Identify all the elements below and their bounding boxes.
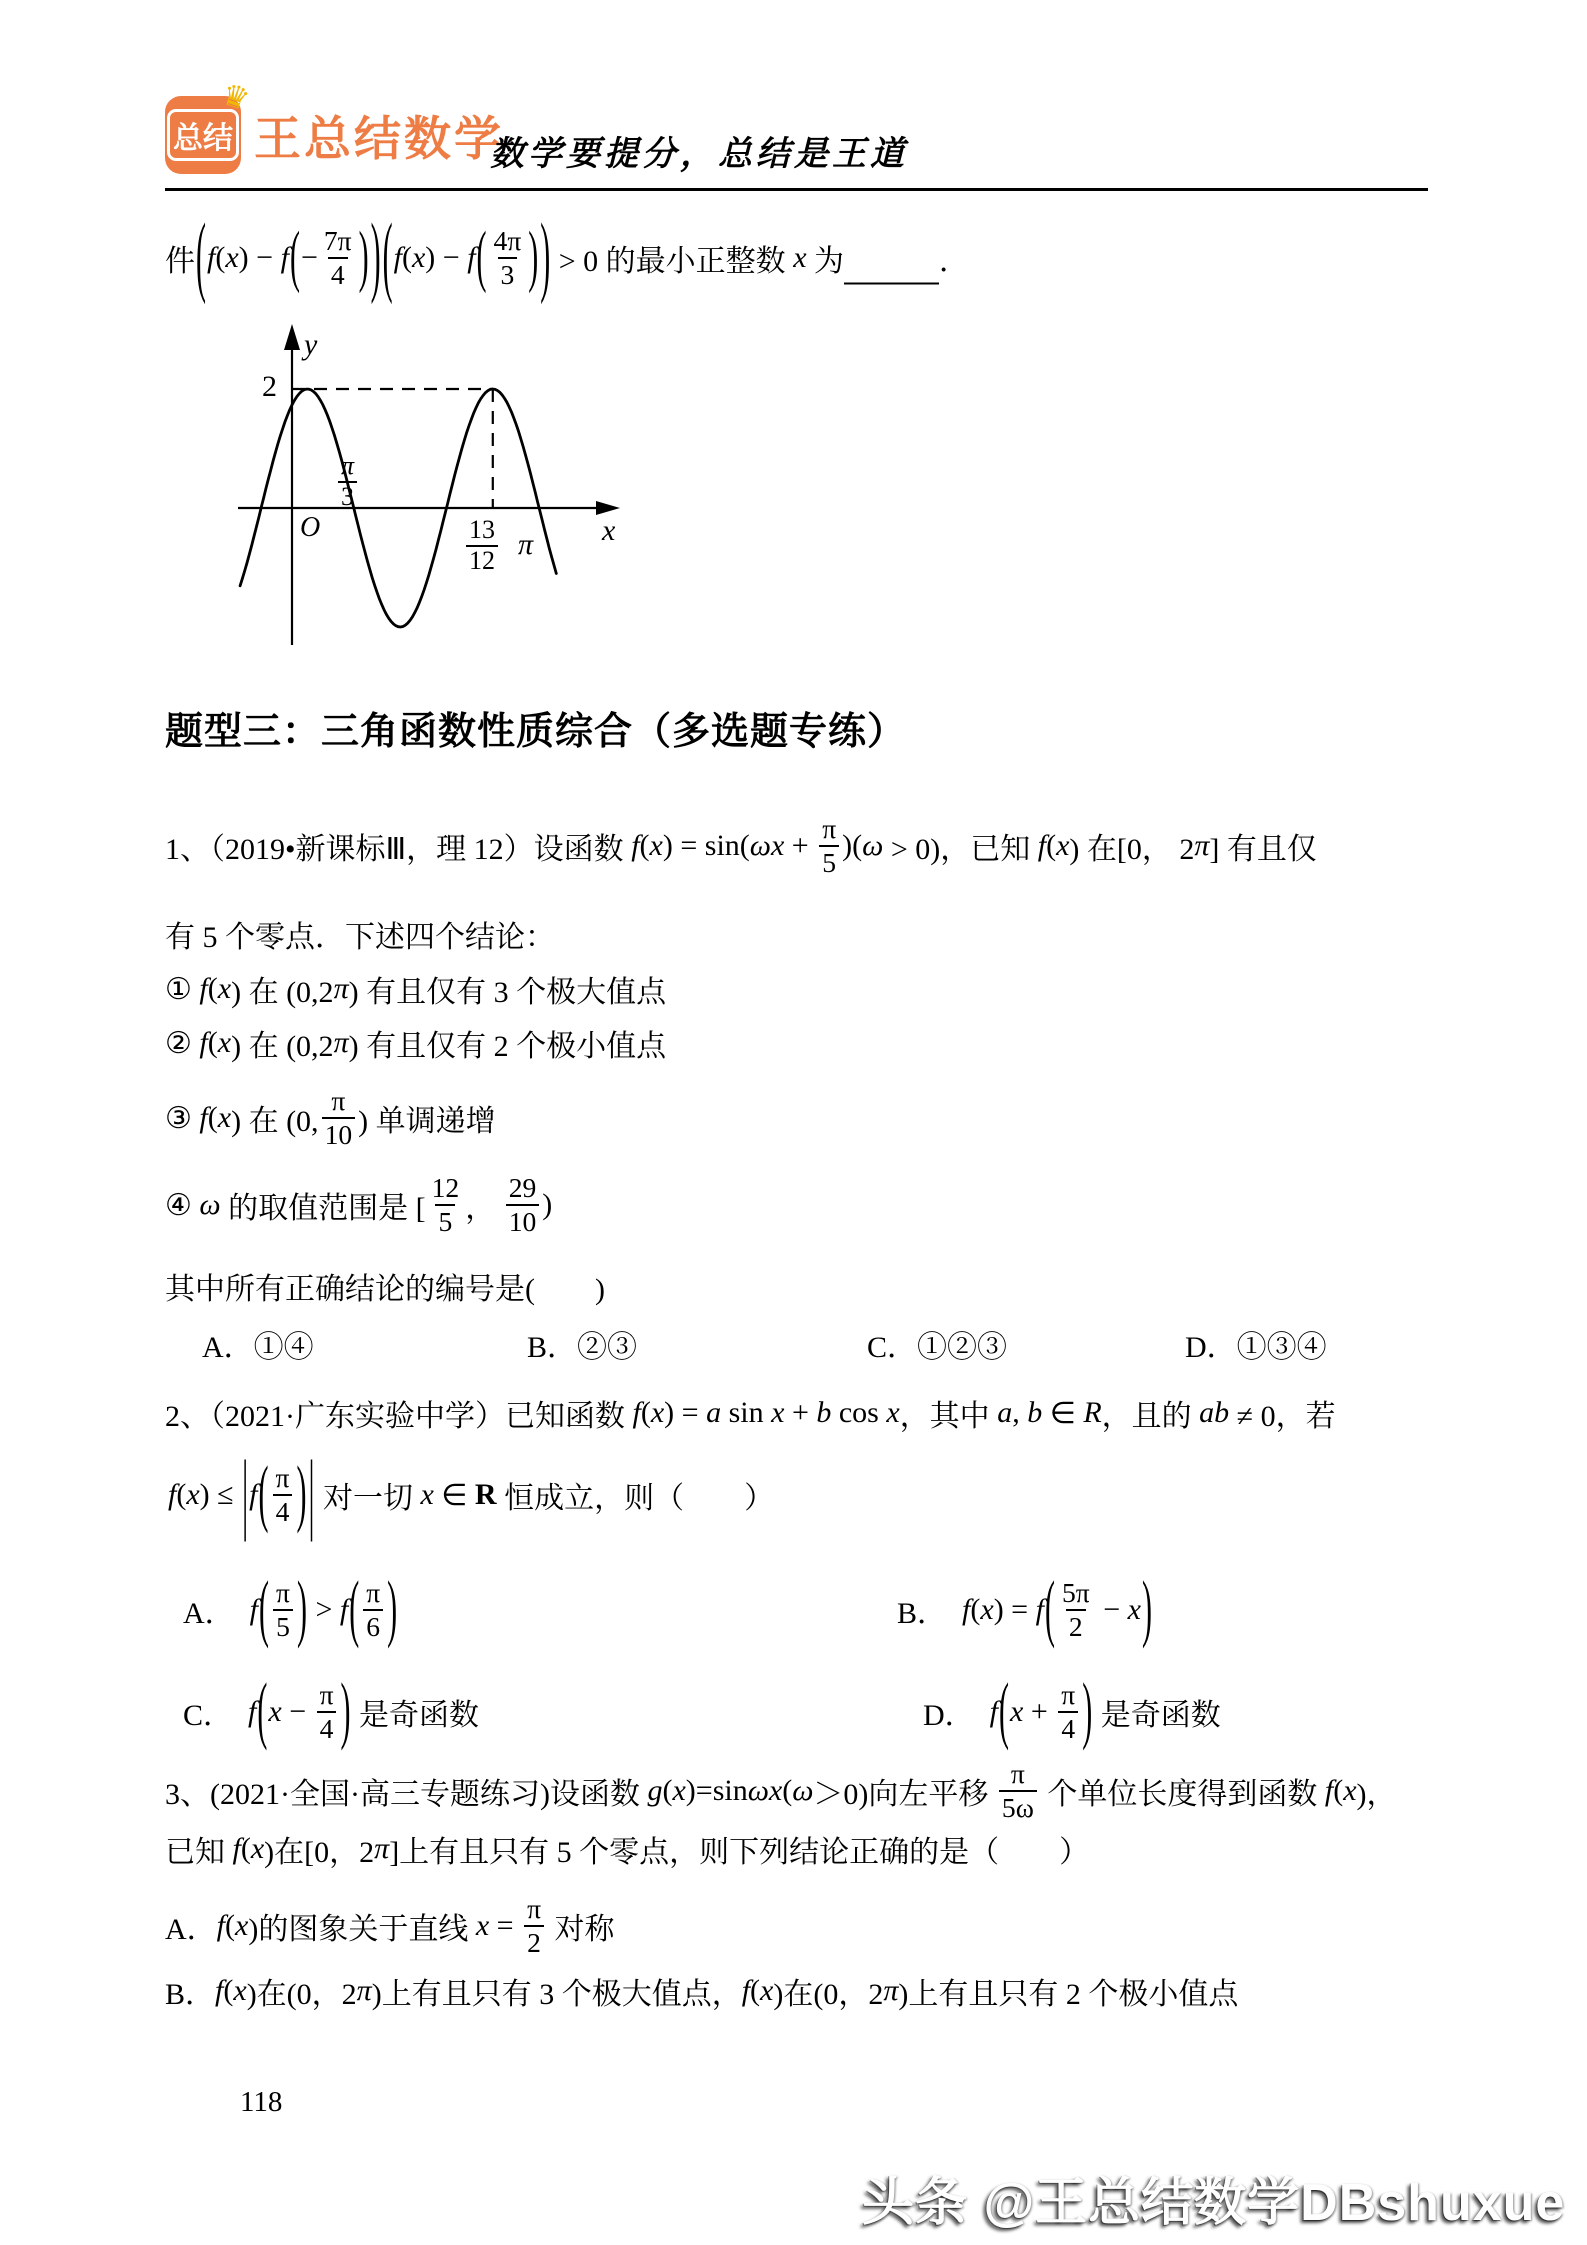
graph-canvas [150, 320, 650, 650]
logo-badge-text: 总结 [167, 109, 239, 161]
header-divider [165, 188, 1428, 191]
function-graph [150, 320, 650, 650]
problem-2-line2: f ( x ) ≤ | f ( $\frac{\pi}{4}$ ) | 对一切 x ∈ R 恒成立，则（ ） [168, 1444, 775, 1543]
problem-1-choice-c: C．①②③ [867, 1331, 1008, 1364]
crown-icon: ♛ [217, 77, 254, 118]
problem-1-prompt: 其中所有正确结论的编号是( ) [165, 1273, 605, 1306]
problem-3-line2: 已知 f ( x )在[0，2 π ]上有且只有 5 个零点，则下列结论正确的是（ ） [165, 1832, 1090, 1869]
problem-1-choice-a: A．①④ [202, 1331, 314, 1364]
zero-crossing-label: $\frac{\pi}{3}$ [338, 452, 357, 511]
problem-2-choice-c: C． f ( x − $\frac{\pi}{4}$ ) 是奇函数 [183, 1669, 480, 1752]
problem-3-line1: 3、(2021·全国·高三专题练习)设函数 g ( x )=sin ωx ( ω ＞0)向左平移 $\frac{\pi}{5\omega}$ 个单位长度得到函数 f ( x )， [165, 1758, 1397, 1823]
problem-1-line1: 1、（2019•新课标Ⅲ，理 12）设函数 f ( x ) = sin( ωx + $\frac{\pi}{5}$ )( ω > 0)，已知 f ( x ) 在[0， 2 π ] 有且仅 [165, 813, 1317, 878]
y-tick-2: 2 [262, 370, 277, 403]
problem-1-item2: ② f ( x ) 在 (0,2 π ) 有且仅有 2 个极小值点 [165, 1026, 667, 1063]
problem-3-choice-a: A． f ( x )的图象关于直线 x = $\frac{\pi}{2}$ 对称 [165, 1893, 615, 1958]
brand-logo [165, 77, 254, 174]
y-axis-label: y [304, 328, 318, 361]
problem-3-choice-b: B． f ( x )在(0，2 π )上有且只有 3 个极大值点， f ( x )在(0，2 π )上有且只有 2 个极小值点 [165, 1974, 1239, 2011]
problem-1-item1: ① f ( x ) 在 (0,2 π ) 有且仅有 3 个极大值点 [165, 972, 667, 1009]
problem-1-item3: ③ f ( x ) 在 (0, $\frac{\pi}{10}$ ) 单调递增 [165, 1085, 496, 1150]
peak-x-label-pi: π [518, 528, 534, 561]
problem-1-choice-b: B．②③ [527, 1331, 638, 1364]
y-axis-arrow [284, 324, 300, 350]
problem-2-choice-d: D． f ( x + $\frac{\pi}{4}$ ) 是奇函数 [923, 1669, 1221, 1752]
problem-2-choice-b: B． f ( x ) = f ( $\frac{5\pi}{2}$ − x ) [897, 1567, 1152, 1650]
problem-1-choice-d: D．①③④ [1185, 1331, 1327, 1364]
problem-1-item4: ④ ω 的取值范围是 [ $\frac{12}{5}$ ， $\frac{29}{10}$ ) [165, 1172, 553, 1237]
page-number: 118 [240, 2086, 283, 2118]
problem-2-choice-a: A． f ( $\frac{\pi}{5}$ ) > f ( $\frac{\pi}{6}$ ) [183, 1567, 398, 1650]
x-axis-label: x [602, 514, 616, 547]
watermark: 头条 @王总结数学DBshuxue [862, 2174, 1566, 2232]
peak-x-label: $\frac{13}{12}$ [466, 516, 498, 575]
brand-tagline: 数学要提分，总结是王道 [490, 136, 908, 173]
brand-title: 王总结数学 [254, 112, 504, 165]
problem-2-line1: 2、（2021·广东实验中学）已知函数 f ( x ) = a sin x + b cos x ，其中 a , b ∈ R ，且的 ab ≠ 0，若 [165, 1396, 1336, 1433]
section-heading: 题型三：三角函数性质综合（多选题专练） [165, 711, 907, 753]
x-axis-arrow [596, 501, 620, 515]
origin-label: O [300, 512, 321, 543]
problem-0-formula: 件 ( f ( x ) − f ( − $\frac{7\pi}{4}$ ) ) ( f ( x ) − f ( $\frac{4\pi}{3}$ ) ) > 0 的最小正整数 x 为 ． [165, 207, 970, 306]
problem-1-line2: 有 5 个零点．下述四个结论： [165, 921, 555, 954]
